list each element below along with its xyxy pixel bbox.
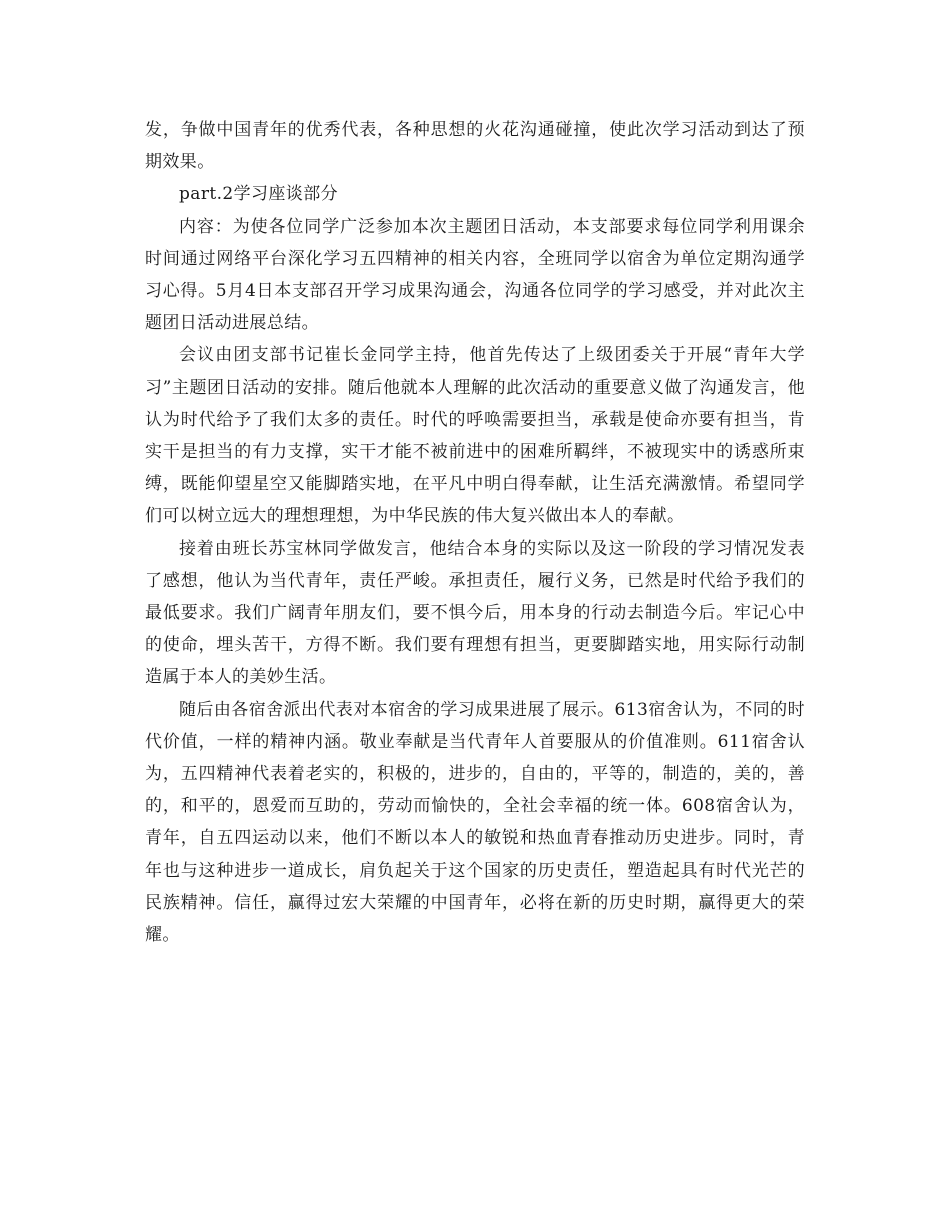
paragraph-dorm-presentations: 随后由各宿舍派出代表对本宿舍的学习成果进展了展示。613宿舍认为，不同的时代价值，一样的精神内涵。敬业奉献是当代青年人首要服从的价值准则。611宿舍认为，五四精神代表着老实的，积极的，进步的，自由的，平等的，制造的，美的，善的，和平的，恩爱而互助的，劳动而愉快的，全社会幸福的统一体。608宿舍认为，青年，自五四运动以来，他们不断以本人的敏锐和热血青春推动历史进步。同时，青年也与这种进步一道成长，肩负起关于这个国家的历史责任，塑造起具有时代光芒的民族精神。信任，赢得过宏大荣耀的中国青年，必将在新的历史时期，赢得更大的荣耀。 — [145, 699, 805, 946]
document-body — [145, 114, 805, 951]
section-heading: part.2学习座谈部分 — [179, 184, 338, 205]
paragraph-meeting: 会议由团支部书记崔长金同学主持，他首先传达了上级团委关于开展“青年大学习”主题团日活动的安排。随后他就本人理解的此次活动的重要意义做了沟通发言，他认为时代给予了我们太多的责任。时代的呼唤需要担当，承载是使命亦要有担当，肯实干是担当的有力支撑，实干才能不被前进中的困难所羁绊，不被现实中的诱惑所束缚，既能仰望星空又能脚踏实地，在平凡中明白得奉献，让生活充满激情。希望同学们可以树立远大的理想理想，为中华民族的伟大复兴做出本人的奉献。 — [145, 345, 805, 527]
paragraph-continuation: 发，争做中国青年的优秀代表，各种思想的火花沟通碰撞，使此次学习活动到达了预期效果。 — [145, 120, 805, 173]
paragraph-monitor-speech: 接着由班长苏宝林同学做发言，他结合本身的实际以及这一阶段的学习情况发表了感想，他认为当代青年，责任严峻。承担责任，履行义务，已然是时代给予我们的最低要求。我们广阔青年朋友们，要不惧今后，用本身的行动去制造今后。牢记心中的使命，埋头苦干，方得不断。我们要有理想有担当，更要脚踏实地，用实际行动制造属于本人的美妙生活。 — [145, 538, 805, 688]
paragraph-content: 内容：为使各位同学广泛参加本次主题团日活动，本支部要求每位同学利用课余时间通过网络平台深化学习五四精神的相关内容，全班同学以宿舍为单位定期沟通学习心得。5月4日本支部召开学习成果沟通会，沟通各位同学的学习感受，并对此次主题团日活动进展总结。 — [145, 216, 805, 334]
